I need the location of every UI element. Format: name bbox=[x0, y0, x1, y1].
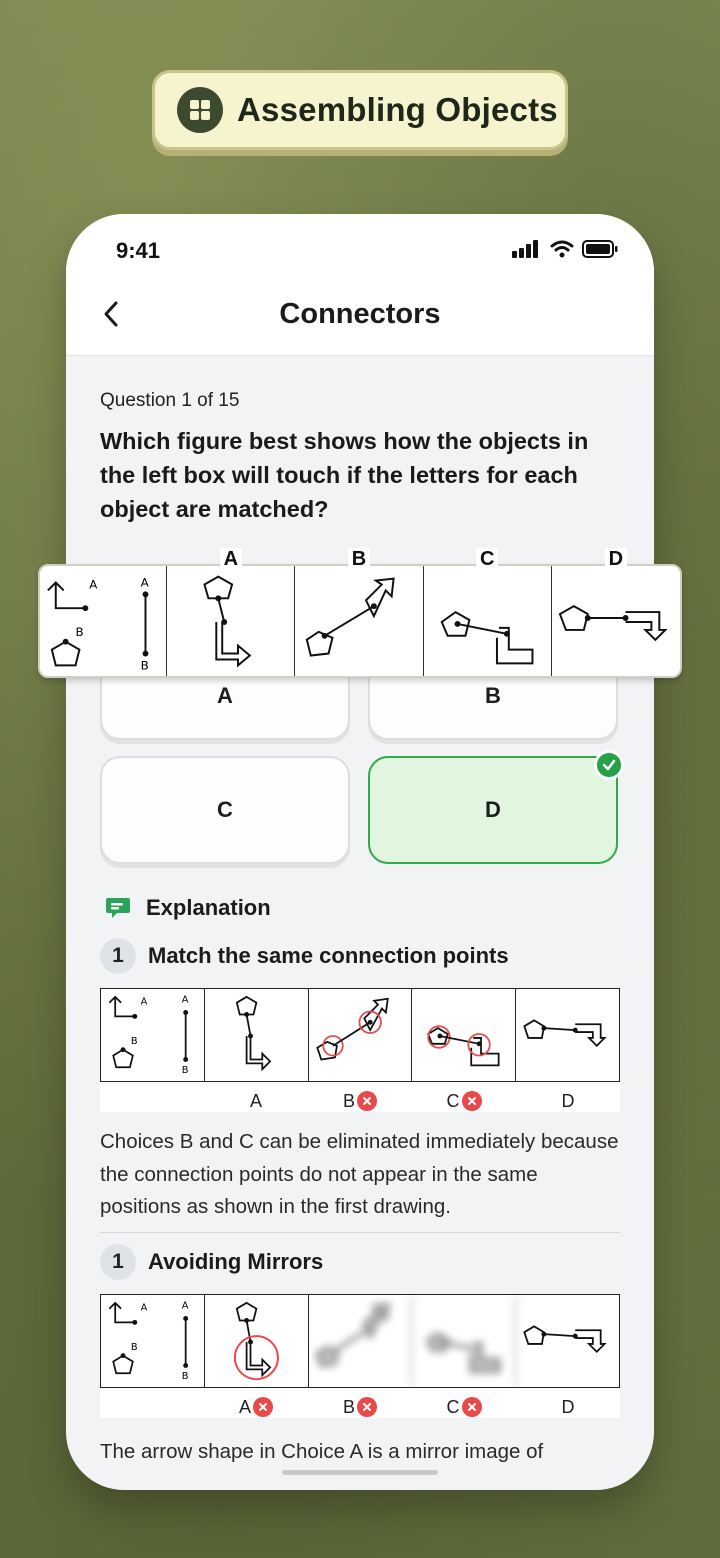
figure-label: B bbox=[295, 548, 422, 571]
step-number: 1 bbox=[100, 1244, 136, 1280]
figure-b-blurred bbox=[309, 1295, 413, 1387]
category-badge bbox=[152, 70, 568, 150]
choice-c[interactable] bbox=[100, 756, 350, 864]
home-indicator[interactable] bbox=[282, 1470, 438, 1475]
figure-panel bbox=[100, 988, 620, 1112]
figure-b bbox=[295, 548, 423, 676]
figure-a bbox=[205, 1295, 309, 1387]
battery-icon bbox=[582, 240, 618, 258]
status-icons bbox=[512, 240, 618, 258]
phone-screen bbox=[66, 214, 654, 1490]
figure-d bbox=[552, 548, 680, 676]
explanation-title: Explanation bbox=[146, 895, 271, 920]
badge-title: Assembling Objects bbox=[237, 91, 558, 128]
top-bar bbox=[66, 214, 654, 356]
step-title: Avoiding Mirrors bbox=[148, 1249, 324, 1274]
step-header bbox=[100, 1244, 323, 1280]
figure-original bbox=[101, 989, 205, 1081]
x-icon bbox=[253, 1397, 273, 1417]
step-header bbox=[100, 938, 509, 974]
figure-c-blurred bbox=[412, 1295, 516, 1387]
choice-label: A bbox=[217, 683, 233, 708]
figure-original bbox=[40, 566, 167, 676]
choice-label: C bbox=[217, 797, 233, 822]
svg-text:B: B bbox=[140, 658, 149, 673]
figure-labels bbox=[100, 1396, 620, 1418]
svg-text:A: A bbox=[89, 577, 98, 592]
figure-label: C bbox=[424, 548, 551, 571]
figure-d bbox=[516, 989, 619, 1081]
figure-label: D bbox=[561, 1396, 575, 1417]
svg-text:A: A bbox=[140, 575, 149, 590]
svg-text:B: B bbox=[181, 1371, 189, 1383]
figure-label: D bbox=[561, 1090, 575, 1111]
figure-label: B bbox=[308, 1090, 412, 1112]
x-icon bbox=[462, 1091, 482, 1111]
divider bbox=[100, 1232, 620, 1233]
figure-a bbox=[167, 548, 295, 676]
figure-label: C bbox=[412, 1396, 516, 1418]
explanation-header bbox=[104, 894, 271, 922]
step-number: 1 bbox=[100, 938, 136, 974]
figure-panel bbox=[100, 1294, 620, 1418]
svg-text:B: B bbox=[130, 1341, 138, 1353]
signal-icon bbox=[512, 240, 542, 258]
figure-label: B bbox=[308, 1396, 412, 1418]
checkmark-icon bbox=[594, 750, 624, 780]
svg-text:B: B bbox=[75, 624, 84, 639]
grid-icon bbox=[177, 87, 223, 133]
svg-text:A: A bbox=[140, 996, 148, 1008]
question-progress: Question 1 of 15 bbox=[100, 390, 240, 411]
figure-original bbox=[101, 1295, 205, 1387]
choice-label: B bbox=[485, 683, 501, 708]
figure-d bbox=[516, 1295, 619, 1387]
question-text: Which figure best shows how the objects in the left box will touch if the letters for each object are matched? bbox=[100, 428, 589, 522]
question-figure bbox=[38, 548, 682, 678]
figure-label: C bbox=[412, 1090, 516, 1112]
svg-text:A: A bbox=[140, 1302, 148, 1314]
svg-text:A: A bbox=[181, 994, 189, 1006]
choice-d[interactable] bbox=[368, 756, 618, 864]
choice-label: D bbox=[485, 797, 501, 822]
figure-label: A bbox=[204, 1396, 308, 1418]
figure-label: A bbox=[167, 548, 294, 571]
step-title: Match the same connection points bbox=[148, 943, 509, 968]
status-time: 9:41 bbox=[116, 238, 161, 263]
chat-bubble-icon bbox=[104, 894, 132, 922]
x-icon bbox=[357, 1091, 377, 1111]
explanation-paragraph: The arrow shape in Choice A is a mirror image of bbox=[100, 1440, 544, 1463]
page-title: Connectors bbox=[279, 298, 441, 330]
figure-label: D bbox=[552, 548, 680, 571]
figure-b bbox=[309, 989, 413, 1081]
figure-labels bbox=[100, 1090, 620, 1112]
wifi-icon bbox=[550, 240, 574, 258]
figure-label bbox=[100, 1090, 204, 1112]
x-icon bbox=[462, 1397, 482, 1417]
svg-text:B: B bbox=[130, 1035, 138, 1047]
explanation-paragraph: Choices B and C can be eliminated immediately because the connection points do not appear in the same positions as shown in the first drawing. bbox=[100, 1130, 619, 1218]
figure-c bbox=[412, 989, 516, 1081]
figure-label bbox=[100, 1396, 204, 1418]
figure-label: A bbox=[249, 1090, 262, 1111]
svg-text:B: B bbox=[181, 1065, 189, 1077]
x-icon bbox=[357, 1397, 377, 1417]
figure-c bbox=[424, 548, 552, 676]
figure-a bbox=[205, 989, 309, 1081]
svg-text:A: A bbox=[181, 1300, 189, 1312]
